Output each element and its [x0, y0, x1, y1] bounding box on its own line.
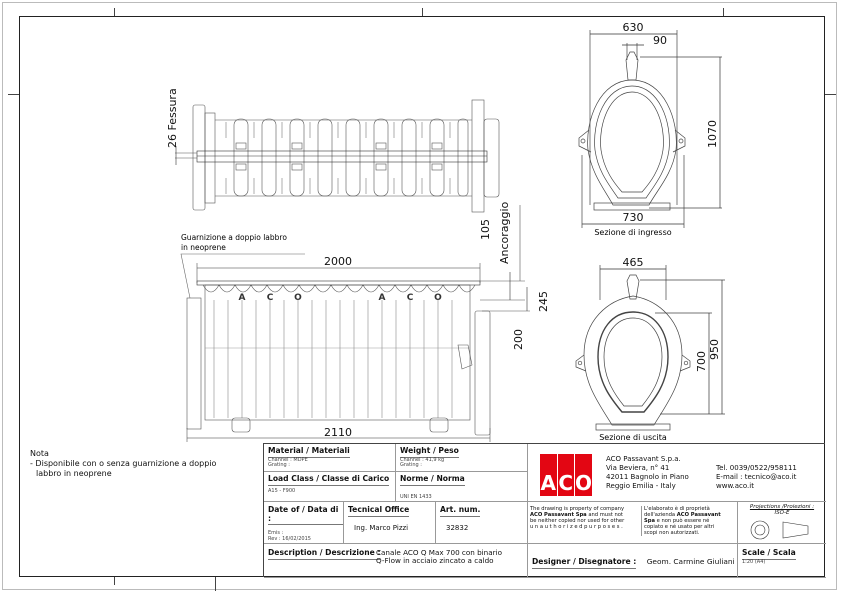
legal-it-line: scopi non autorizzati.: [644, 530, 700, 536]
legal-it-line: L'elaborato è di proprietà: [644, 506, 710, 512]
top-view-slot-label: 26 Fessura: [166, 88, 179, 148]
office-heading: Tecnical Office: [348, 506, 409, 517]
legal-en-line: be neither copied nor used for other: [530, 518, 625, 524]
material-heading: Material / Materiali: [268, 447, 350, 458]
legal-en-line: u n a u t h o r i z e d p u r p o s e s .: [530, 524, 623, 530]
description-line2: Q-Flow in acciaio zincato a caldo: [376, 556, 494, 566]
designer-value: Geom. Carmine Giuliani: [646, 557, 735, 566]
legal-notice-en: [530, 506, 640, 530]
material-grating: Grating :: [268, 462, 290, 469]
weight-cell: [396, 444, 528, 472]
date-heading: Date of / Data di :: [268, 506, 343, 525]
projection-heading: Projections /Proiezioni :: [749, 504, 815, 510]
projection-symbol-icon: [738, 502, 826, 544]
dim-1070: 1070: [706, 120, 719, 148]
aco-logo-letter: A: [540, 453, 558, 496]
weight-channel: Channel : 41,9 kg: [400, 456, 445, 463]
company-address2: 42011 Bagnolo in Piano: [606, 473, 689, 481]
svg-text:C: C: [266, 293, 274, 303]
date-emission: Emis :: [268, 530, 284, 537]
dim-950: 950: [708, 339, 721, 360]
svg-text:O: O: [434, 293, 442, 303]
designer-heading: Designer / Disegnatore :: [532, 558, 636, 569]
load-class-cell: [264, 472, 396, 502]
legal-it-line: e non può essere né: [654, 518, 710, 524]
company-web[interactable]: www.aco.it: [716, 482, 754, 490]
material-cell: [264, 444, 396, 472]
date-revision: Rev : 16/02/2015: [268, 536, 311, 543]
material-channel: Channel : MDPE: [268, 456, 308, 463]
office-cell: [344, 502, 436, 544]
dim-200: 200: [512, 329, 525, 350]
legal-en-line: The drawing is property of company: [530, 506, 625, 512]
svg-text:A: A: [238, 293, 246, 303]
description-heading: Description / Descrizione :: [268, 549, 380, 560]
legal-it-line: copiato e né usato per altri: [644, 524, 715, 530]
article-cell: [436, 502, 528, 544]
dim-730: 730: [622, 211, 644, 224]
aco-logo: [540, 454, 592, 496]
description-line1: Canale ACO Q Max 700 con binario: [376, 548, 502, 557]
gasket-note-line1: Guarnizione a doppio labbro: [181, 233, 287, 242]
scale-cell: [738, 544, 826, 578]
outlet-section-caption: Sezione di uscita: [599, 433, 667, 442]
legal-it-line: dell'azienda: [644, 512, 677, 518]
date-cell: [264, 502, 344, 544]
inlet-section-caption: Sezione di ingresso: [594, 228, 672, 237]
aco-logo-letter: O: [575, 471, 593, 495]
weight-heading: Weight / Peso: [400, 447, 459, 458]
company-name: ACO Passavant S.p.a.: [606, 455, 681, 463]
load-class-value: A15 - F900: [268, 487, 296, 494]
note-title: Nota: [30, 449, 49, 458]
scale-heading: Scale / Scala: [742, 549, 796, 560]
norm-cell: [396, 472, 528, 502]
anchor-label: Ancoraggio: [498, 201, 511, 264]
svg-text:C: C: [406, 293, 414, 303]
dim-105: 105: [479, 219, 492, 240]
note-line2: labbro in neoprene: [36, 469, 112, 478]
office-value: Ing. Marco Pizzi: [354, 523, 409, 532]
projection-value: ISO-E: [774, 510, 790, 517]
note-block: [30, 449, 216, 479]
aco-logo-letter: C: [558, 453, 576, 496]
norm-heading: Norme / Norma: [400, 475, 465, 486]
company-address3: Reggio Emilia - Italy: [606, 482, 676, 490]
article-value: 32832: [446, 523, 469, 532]
dim-700: 700: [695, 351, 708, 372]
legal-notice-it: [641, 506, 739, 536]
legal-en-line: and must not: [586, 512, 623, 518]
description-cell: [264, 544, 528, 578]
dim-465: 465: [622, 256, 644, 269]
company-tel: Tel. 0039/0522/958111: [716, 464, 797, 472]
legal-it-company: ACO Passavant: [676, 512, 721, 518]
svg-text:O: O: [294, 293, 302, 303]
company-contacts: [716, 464, 797, 491]
note-line1: - Disponibile con o senza guarnizione a doppio: [30, 459, 217, 468]
load-class-heading: Load Class / Classe di Carico: [268, 475, 389, 486]
gasket-note-line2: in neoprene: [181, 243, 226, 252]
dim-2000: 2000: [324, 255, 352, 268]
norm-value: UNI EN 1433: [400, 493, 432, 500]
scale-value: 1:20 (A4): [742, 558, 766, 565]
svg-text:A: A: [378, 293, 386, 303]
legal-it-company: Spa: [644, 518, 655, 524]
dim-245: 245: [537, 291, 550, 312]
dim-2110: 2110: [324, 426, 352, 439]
company-address1: Via Beviera, n° 41: [606, 464, 670, 472]
designer-cell: [528, 544, 738, 578]
company-address: [606, 455, 689, 491]
company-email[interactable]: E-mail : tecnico@aco.it: [716, 473, 797, 481]
legal-en-company: ACO Passavant Spa: [530, 512, 587, 518]
article-heading: Art. num.: [440, 506, 480, 517]
dim-90: 90: [653, 34, 667, 47]
projection-cell: [738, 502, 826, 544]
weight-grating: Grating :: [400, 462, 422, 469]
dim-630: 630: [622, 21, 644, 34]
